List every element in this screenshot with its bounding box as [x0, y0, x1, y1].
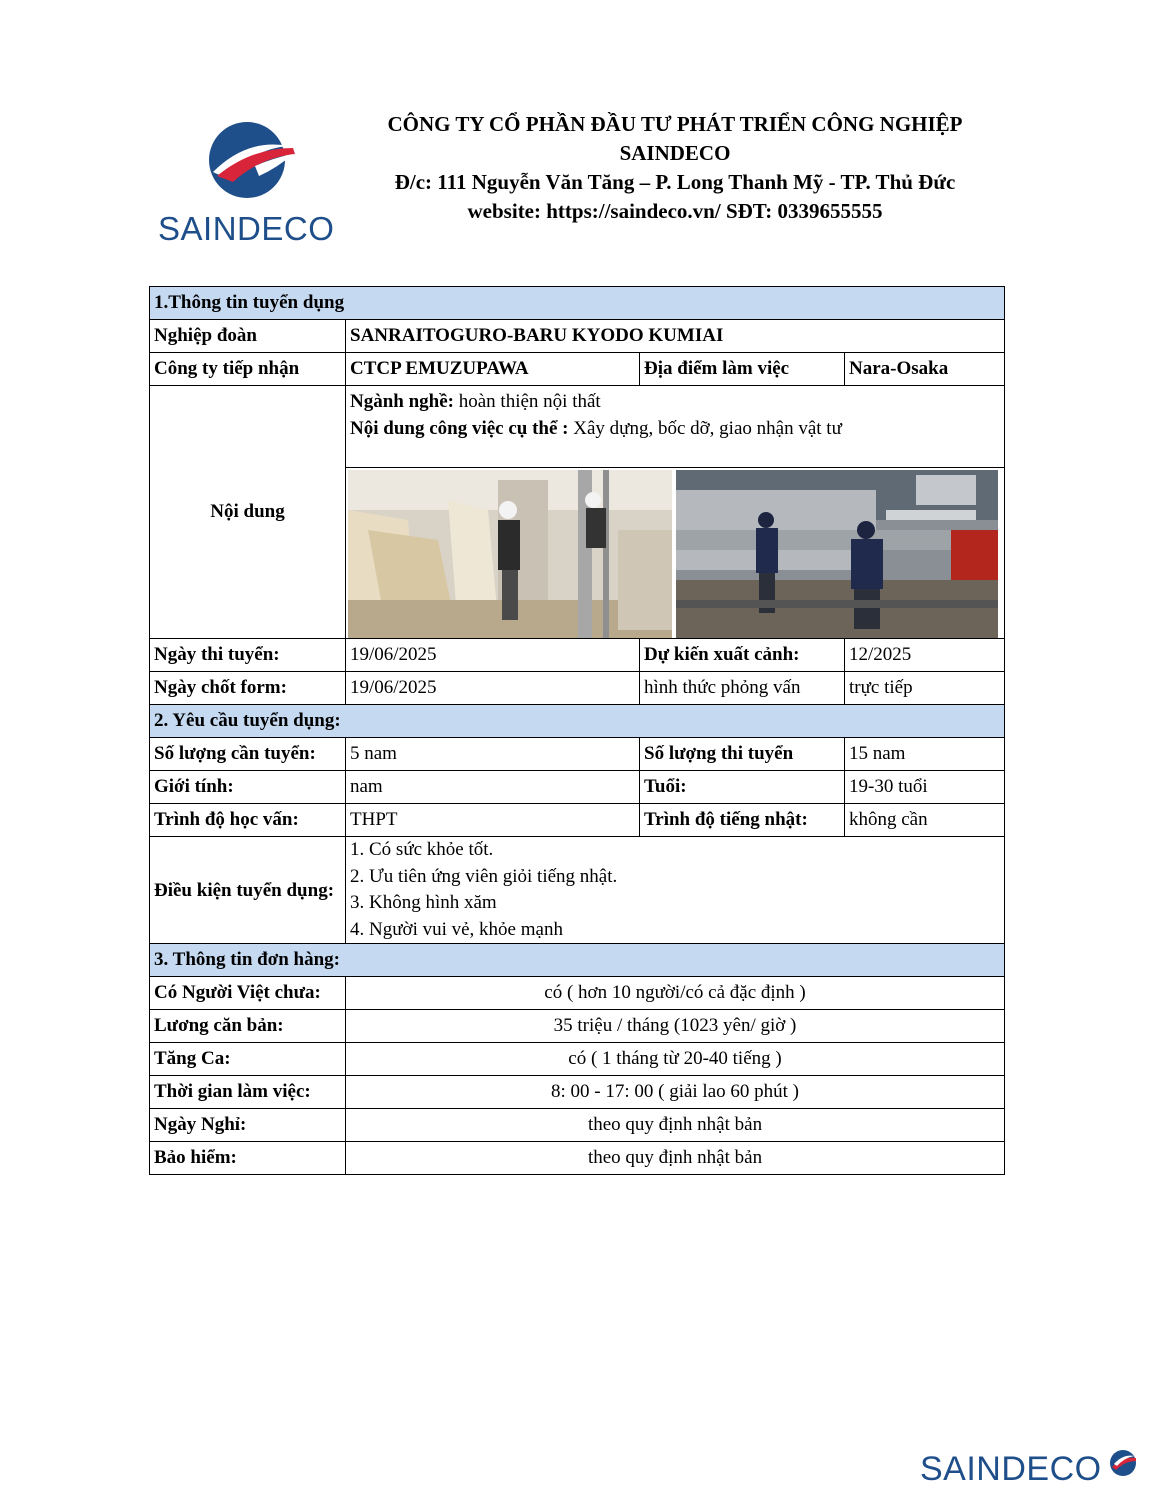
jp-label: Trình độ tiếng nhật:: [640, 804, 845, 837]
condition-item: 3. Không hình xăm: [350, 892, 497, 913]
section-title: 3. Thông tin đơn hàng:: [150, 944, 1005, 977]
work-value: Xây dựng, bốc dỡ, giao nhận vật tư: [568, 418, 842, 439]
company-logo: [155, 118, 340, 248]
table-row: [150, 1109, 1005, 1142]
order-value: có ( 1 tháng từ 20-40 tiếng ): [346, 1043, 1005, 1076]
order-label: Thời gian làm việc:: [150, 1076, 346, 1109]
trade-label: Ngành nghề:: [350, 391, 454, 412]
section-header-1: [150, 287, 1005, 320]
departure-label: Dự kiến xuất cảnh:: [640, 639, 845, 672]
table-row: [150, 837, 1005, 944]
footer-logo: [920, 1448, 1140, 1493]
departure-value: 12/2025: [845, 639, 1005, 672]
age-value: 19-30 tuổi: [845, 771, 1005, 804]
location-label: Địa điểm làm việc: [640, 353, 845, 386]
table-row: [150, 320, 1005, 353]
content-label: Nội dung: [150, 386, 346, 639]
age-label: Tuổi:: [640, 771, 845, 804]
order-value: theo quy định nhật bản: [346, 1109, 1005, 1142]
company-value: CTCP EMUZUPAWA: [346, 353, 640, 386]
table-row: [150, 386, 1005, 639]
company-name-short: SAINDECO: [619, 141, 731, 165]
union-label: Nghiệp đoàn: [150, 320, 346, 353]
job-description: [346, 386, 1004, 468]
condition-item: 2. Ưu tiên ứng viên giỏi tiếng nhật.: [350, 865, 618, 887]
interview-value: trực tiếp: [845, 672, 1005, 705]
construction-material-photo-icon: [676, 470, 998, 638]
content-cell: [346, 386, 1005, 639]
company-name: CÔNG TY CỔ PHẦN ĐẦU TƯ PHÁT TRIỂN CÔNG NGHIỆP: [387, 112, 963, 136]
form-close-value: 19/06/2025: [346, 672, 640, 705]
exam-count-label: Số lượng thi tuyển: [640, 738, 845, 771]
condition-item: 4. Người vui vẻ, khỏe mạnh: [350, 918, 563, 940]
cond-label: Điều kiện tuyển dụng:: [150, 837, 346, 944]
order-label: Có Người Việt chưa:: [150, 977, 346, 1010]
work-line: [350, 415, 1000, 442]
table-row: [150, 639, 1005, 672]
edu-value: THPT: [346, 804, 640, 837]
company-address: Đ/c: 111 Nguyễn Văn Tăng – P. Long Thanh Mỹ - TP. Thủ Đức: [394, 170, 956, 194]
section-header-3: [150, 944, 1005, 977]
order-label: Tăng Ca:: [150, 1043, 346, 1076]
section-title: 2. Yêu cầu tuyển dụng:: [150, 705, 1005, 738]
order-value: 8: 00 - 17: 00 ( giải lao 60 phút ): [346, 1076, 1005, 1109]
order-value: 35 triệu / tháng (1023 yên/ giờ ): [346, 1010, 1005, 1043]
table-row: [150, 804, 1005, 837]
table-row: [150, 1142, 1005, 1175]
saindeco-logo-mark-icon: [1108, 1448, 1138, 1478]
trade-line: [350, 388, 1000, 415]
logo-wordmark: SAINDECO: [920, 1450, 1102, 1488]
interior-finishing-photo-icon: [348, 470, 672, 638]
section-header-2: [150, 705, 1005, 738]
jp-value: không cần: [845, 804, 1005, 837]
job-photos: [346, 468, 1004, 638]
logo-wordmark: SAINDECO: [158, 210, 335, 247]
trade-value: hoàn thiện nội thất: [454, 391, 601, 412]
exam-count-value: 15 nam: [845, 738, 1005, 771]
order-label: Lương căn bản:: [150, 1010, 346, 1043]
condition-item: 1. Có sức khỏe tốt.: [350, 839, 494, 860]
work-label: Nội dung công việc cụ thể :: [350, 418, 569, 439]
table-row: [150, 977, 1005, 1010]
recruitment-table: [149, 286, 1005, 1175]
order-value: theo quy định nhật bản: [346, 1142, 1005, 1175]
edu-label: Trình độ học vấn:: [150, 804, 346, 837]
gender-value: nam: [346, 771, 640, 804]
section-title: 1.Thông tin tuyển dụng: [150, 287, 1005, 320]
exam-date-label: Ngày thi tuyển:: [150, 639, 346, 672]
form-close-label: Ngày chốt form:: [150, 672, 346, 705]
gender-label: Giới tính:: [150, 771, 346, 804]
exam-date-value: 19/06/2025: [346, 639, 640, 672]
interview-label: hình thức phỏng vấn: [640, 672, 845, 705]
union-value: SANRAITOGURO-BARU KYODO KUMIAI: [346, 320, 1005, 353]
table-row: [150, 771, 1005, 804]
need-value: 5 nam: [346, 738, 640, 771]
conditions-list: [346, 837, 1005, 944]
table-row: [150, 1010, 1005, 1043]
need-label: Số lượng cần tuyển:: [150, 738, 346, 771]
table-row: [150, 1043, 1005, 1076]
table-row: [150, 672, 1005, 705]
order-label: Bảo hiểm:: [150, 1142, 346, 1175]
table-row: [150, 738, 1005, 771]
company-label: Công ty tiếp nhận: [150, 353, 346, 386]
company-header: [340, 110, 1010, 226]
order-value: có ( hơn 10 người/có cả đặc định ): [346, 977, 1005, 1010]
company-contact: website: https://saindeco.vn/ SĐT: 0339655555: [467, 199, 883, 223]
table-row: [150, 353, 1005, 386]
location-value: Nara-Osaka: [845, 353, 1005, 386]
order-label: Ngày Nghỉ:: [150, 1109, 346, 1142]
table-row: [150, 1076, 1005, 1109]
